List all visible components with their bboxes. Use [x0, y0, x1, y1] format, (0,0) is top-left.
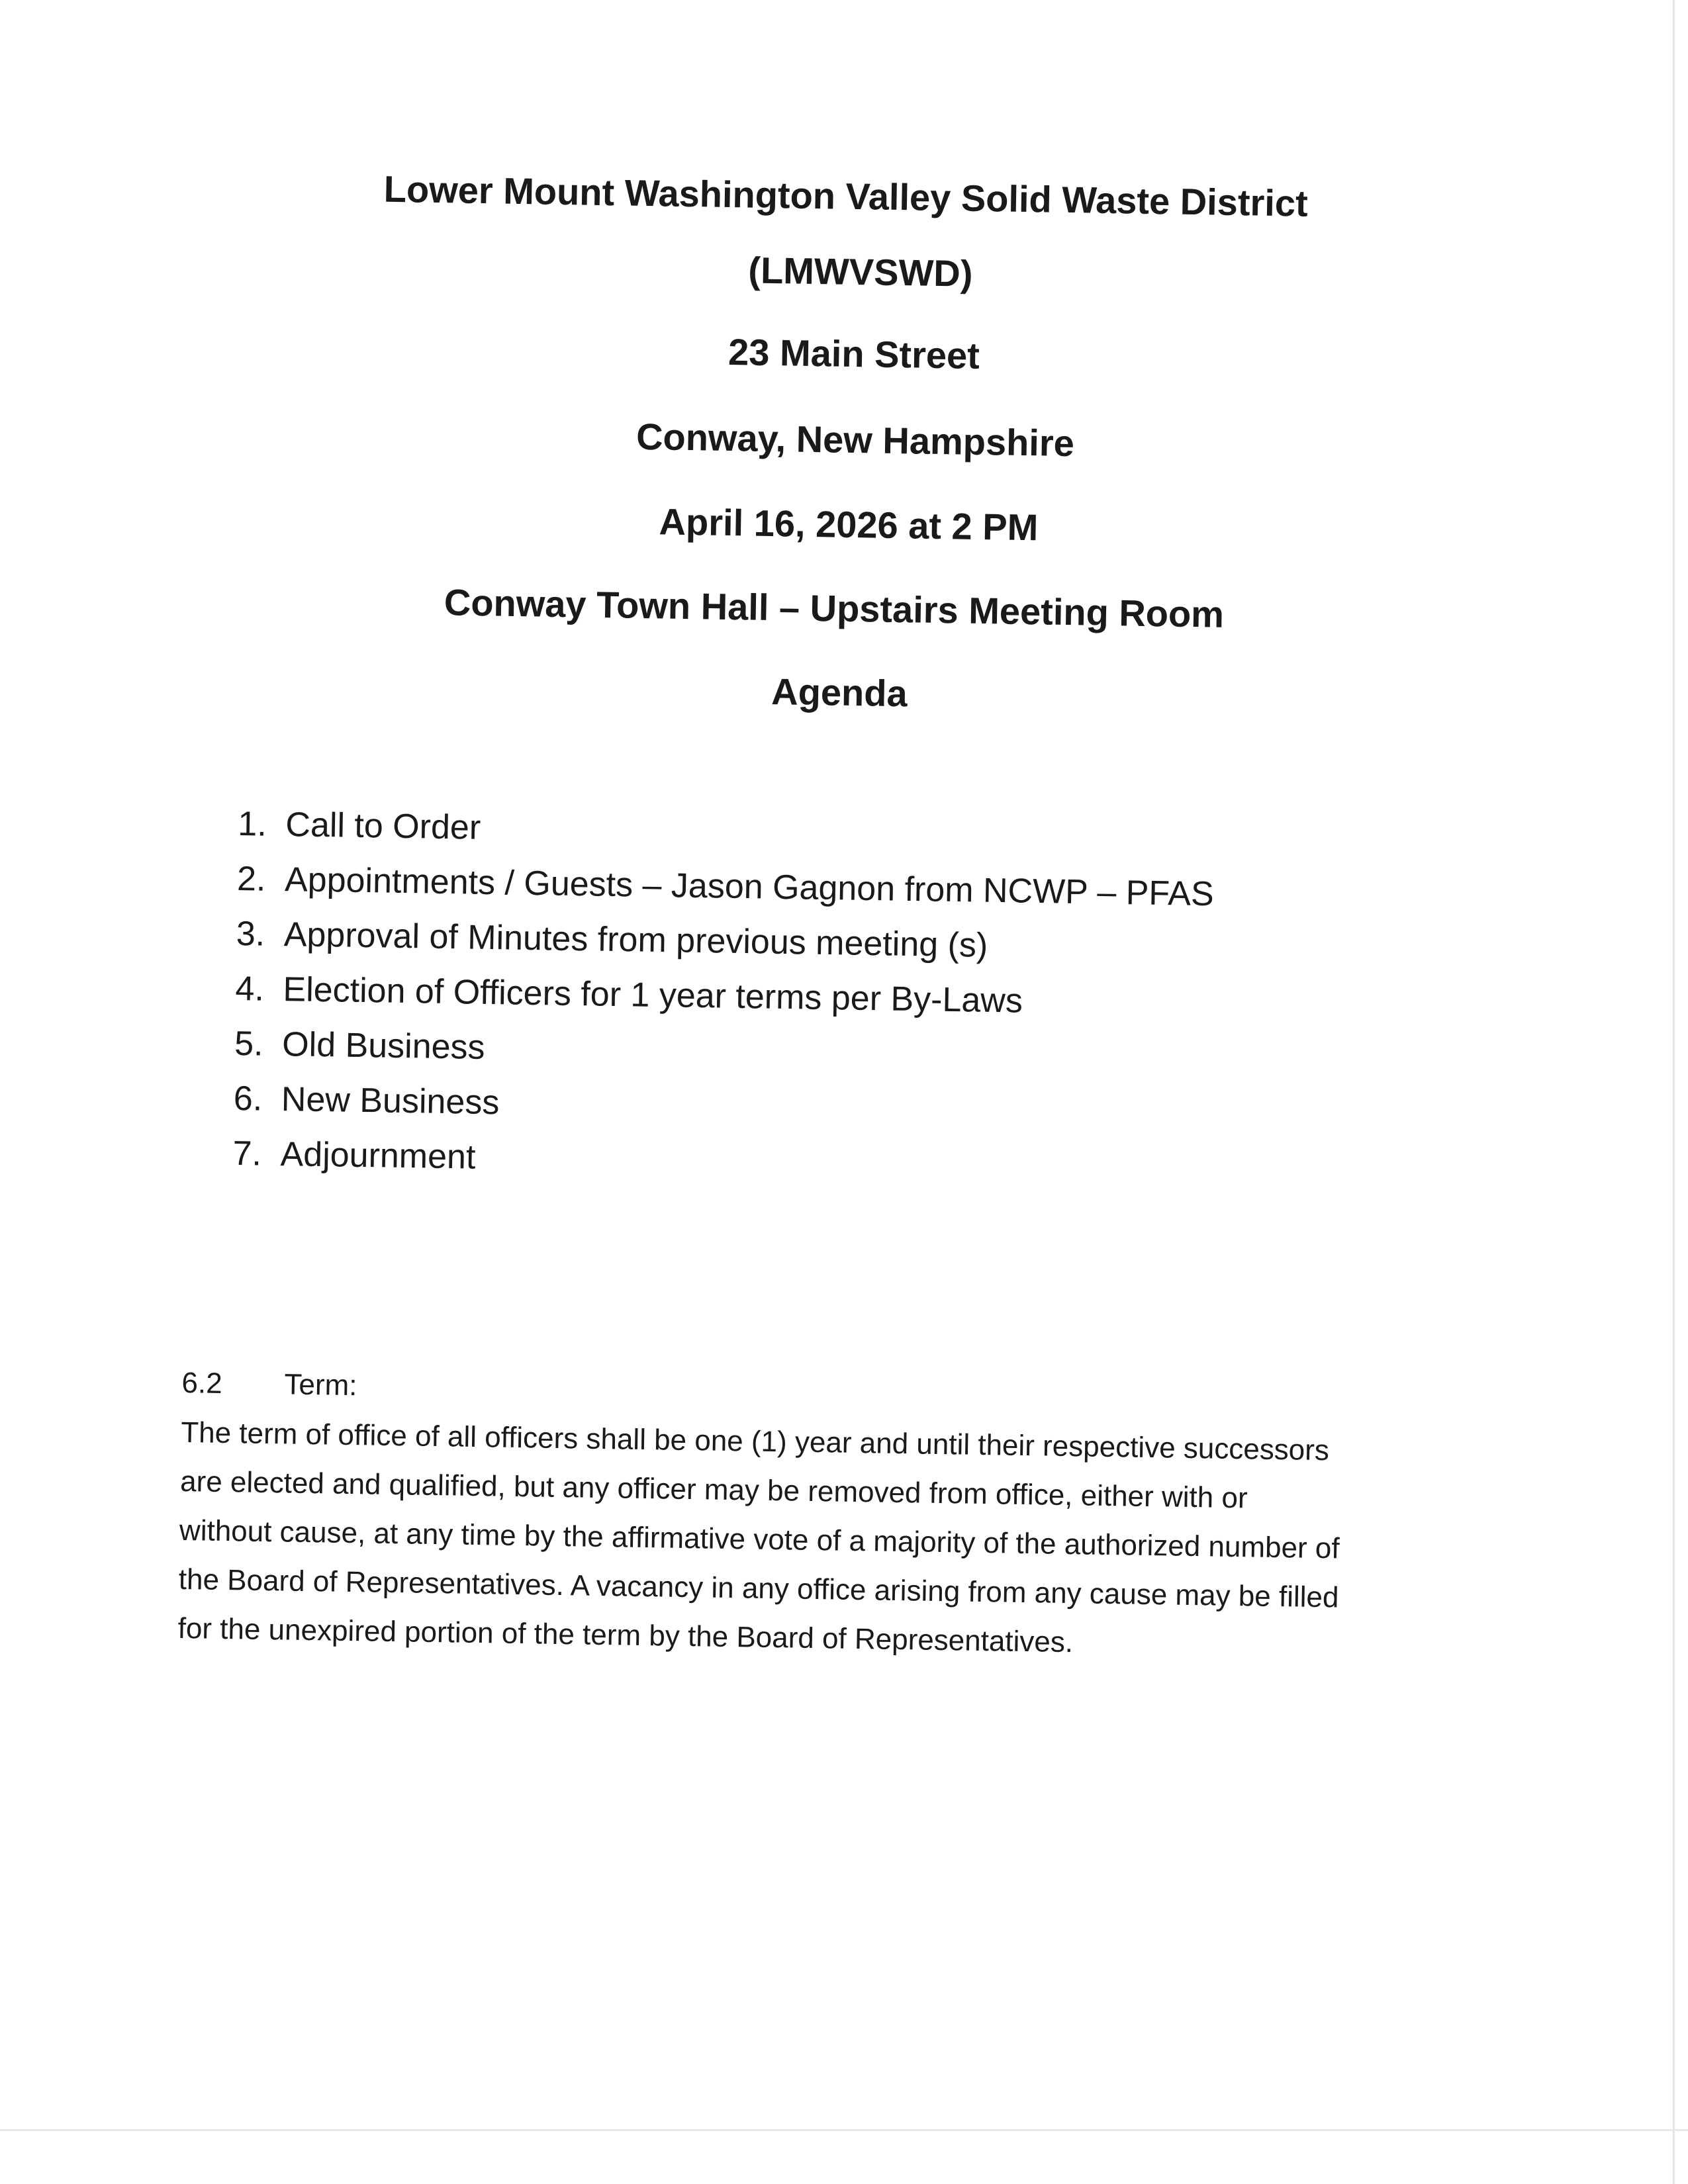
- bylaw-text-line: the Board of Representatives. A vacancy in any office arising from any cause may be filled: [178, 1563, 1339, 1614]
- agenda-item-text: Appointments / Guests – Jason Gagnon from NCWP – PFAS: [284, 860, 1215, 914]
- organization-abbreviation: (LMWVSWD): [747, 249, 973, 295]
- agenda-item-text: New Business: [281, 1080, 500, 1122]
- bylaw-text-line: without cause, at any time by the affirmative vote of a majority of the authorized number of: [179, 1514, 1340, 1565]
- agenda-item-number: 4.: [235, 969, 265, 1009]
- agenda-item-text: Old Business: [281, 1025, 486, 1067]
- agenda-item-number: 3.: [236, 914, 265, 954]
- bylaw-section-title: Term:: [284, 1368, 357, 1402]
- agenda-list: [232, 801, 1430, 1204]
- document-title: Agenda: [771, 670, 908, 715]
- bylaw-text-line: are elected and qualified, but any officer may be removed from office, either with or: [179, 1465, 1248, 1515]
- agenda-item-number: 5.: [234, 1024, 264, 1064]
- bylaw-excerpt: [177, 1363, 1506, 1674]
- street-address: 23 Main Street: [727, 331, 980, 377]
- agenda-item-number: 6.: [233, 1079, 263, 1118]
- bylaw-section-number: 6.2: [181, 1366, 223, 1400]
- agenda-item-number: 7.: [232, 1134, 262, 1173]
- bylaw-text-line: The term of office of all officers shall be one (1) year and until their respective successors: [180, 1416, 1330, 1467]
- organization-name: Lower Mount Washington Valley Solid Waste District: [383, 167, 1309, 224]
- agenda-item-number: 2.: [236, 859, 266, 899]
- scan-edge-bottom: [0, 2129, 1688, 2131]
- scan-edge-right: [1673, 0, 1675, 2184]
- agenda-item-text: Election of Officers for 1 year terms per By-Laws: [283, 970, 1023, 1021]
- agenda-item-text: Approval of Minutes from previous meeting (s): [283, 915, 988, 965]
- city-state: Conway, New Hampshire: [635, 415, 1075, 465]
- meeting-location: Conway Town Hall – Upstairs Meeting Room: [444, 581, 1225, 635]
- agenda-item-text: Call to Order: [285, 805, 481, 847]
- bylaw-text-line: for the unexpired portion of the term by the Board of Representatives.: [177, 1612, 1074, 1659]
- agenda-item-text: Adjournment: [280, 1135, 476, 1177]
- document-header: [7, 0, 1688, 715]
- meeting-datetime: April 16, 2026 at 2 PM: [659, 500, 1039, 549]
- agenda-item-number: 1.: [237, 804, 267, 844]
